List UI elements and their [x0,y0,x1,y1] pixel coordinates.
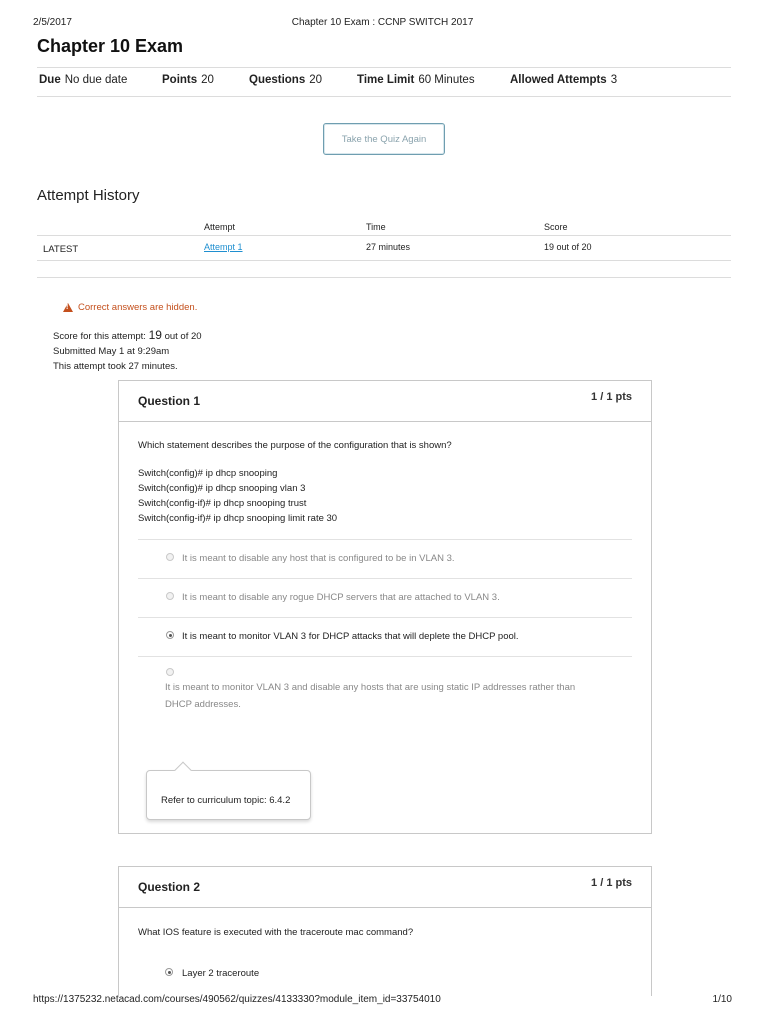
answer-label: Layer 2 traceroute [182,968,260,979]
attempt-score: 19 out of 20 [544,242,592,252]
attempt-link[interactable]: Attempt 1 [204,242,243,252]
attempt-summary [53,328,202,374]
answers-hidden-text: Correct answers are hidden. [78,302,198,313]
meta-attempts-value: 3 [610,74,618,86]
question-title: Question 2 [138,880,201,894]
question-card [118,866,652,996]
meta-attempts [510,74,617,86]
print-url: https://1375232.netacad.com/courses/490562/quizzes/4133330?module_item_id=33754010 [33,994,441,1005]
answers-hidden-notice [63,302,197,313]
config-block [138,466,337,526]
answer-label: It is meant to monitor VLAN 3 and disable any hosts that are using static IP addresses rather than [165,682,576,693]
radio-button-checked[interactable] [166,631,174,639]
latest-tag: LATEST [43,244,79,255]
question-header [119,381,651,422]
answer-option[interactable] [138,656,632,719]
meta-points-label: Points [162,74,198,86]
column-header-time: Time [366,222,386,232]
question-text: Which statement describes the purpose of the configuration that is shown? [138,440,452,451]
answer-list [138,539,632,719]
meta-questions [249,74,322,86]
quiz-meta-bar [37,67,731,97]
print-document-title: Chapter 10 Exam : CCNP SWITCH 2017 [291,17,474,28]
question-body [119,422,651,834]
meta-attempts-label: Allowed Attempts [510,74,607,86]
score-suffix: out of 20 [164,331,202,342]
score-prefix: Score for this attempt: [53,331,146,342]
attempt-history-table [37,220,731,278]
answer-label: It is meant to monitor VLAN 3 for DHCP attacks that will deplete the DHCP pool. [182,631,519,642]
page-title: Chapter 10 Exam [37,36,184,56]
print-date: 2/5/2017 [33,17,72,28]
curriculum-reference-tooltip [146,770,311,820]
answer-label: It is meant to disable any host that is configured to be in VLAN 3. [182,553,455,564]
meta-due-label: Due [39,74,61,86]
answer-option[interactable] [138,578,632,617]
answer-option-selected[interactable] [138,617,632,656]
meta-time-limit-value: 60 Minutes [418,74,475,86]
question-text: What IOS feature is executed with the traceroute mac command? [138,927,414,938]
table-divider [37,261,731,278]
warning-icon [63,303,73,312]
answer-option-selected[interactable] [138,960,632,990]
attempt-history-title: Attempt History [37,187,140,204]
answer-label: It is meant to disable any rogue DHCP servers that are attached to VLAN 3. [182,592,500,603]
radio-button[interactable] [166,553,174,561]
column-header-attempt: Attempt [204,222,236,232]
meta-due-value: No due date [64,74,128,86]
meta-time-limit-label: Time Limit [357,74,415,86]
question-title: Question 1 [138,394,201,408]
radio-button[interactable] [166,668,174,676]
take-quiz-again-button[interactable]: Take the Quiz Again [323,123,445,155]
score-value: 19 [148,328,162,342]
radio-button-checked[interactable] [165,968,173,976]
meta-questions-label: Questions [249,74,306,86]
question-card [118,380,652,834]
config-line: Switch(config)# ip dhcp snooping [138,468,278,479]
column-header-score: Score [544,222,568,232]
attempt-history-header [37,220,731,236]
answer-label-continued: DHCP addresses. [165,699,241,710]
submitted-line: Submitted May 1 at 9:29am [53,346,170,357]
meta-points [162,74,214,86]
curriculum-reference: Refer to curriculum topic: 6.4.2 [161,795,291,806]
question-header [119,867,651,908]
meta-due [39,74,127,86]
question-points: 1 / 1 pts [591,391,632,403]
score-line [53,328,202,344]
table-row [37,236,731,261]
question-body [119,908,651,996]
config-line: Switch(config-if)# ip dhcp snooping trust [138,498,307,509]
config-line: Switch(config)# ip dhcp snooping vlan 3 [138,483,306,494]
meta-questions-value: 20 [309,74,323,86]
attempt-time: 27 minutes [366,242,411,252]
radio-button[interactable] [166,592,174,600]
question-points: 1 / 1 pts [591,877,632,889]
duration-line: This attempt took 27 minutes. [53,361,178,372]
answer-option[interactable] [138,539,632,578]
meta-time-limit [357,74,475,86]
config-line: Switch(config-if)# ip dhcp snooping limit rate 30 [138,513,338,524]
print-page-number: 1/10 [712,994,732,1005]
meta-points-value: 20 [201,74,214,86]
